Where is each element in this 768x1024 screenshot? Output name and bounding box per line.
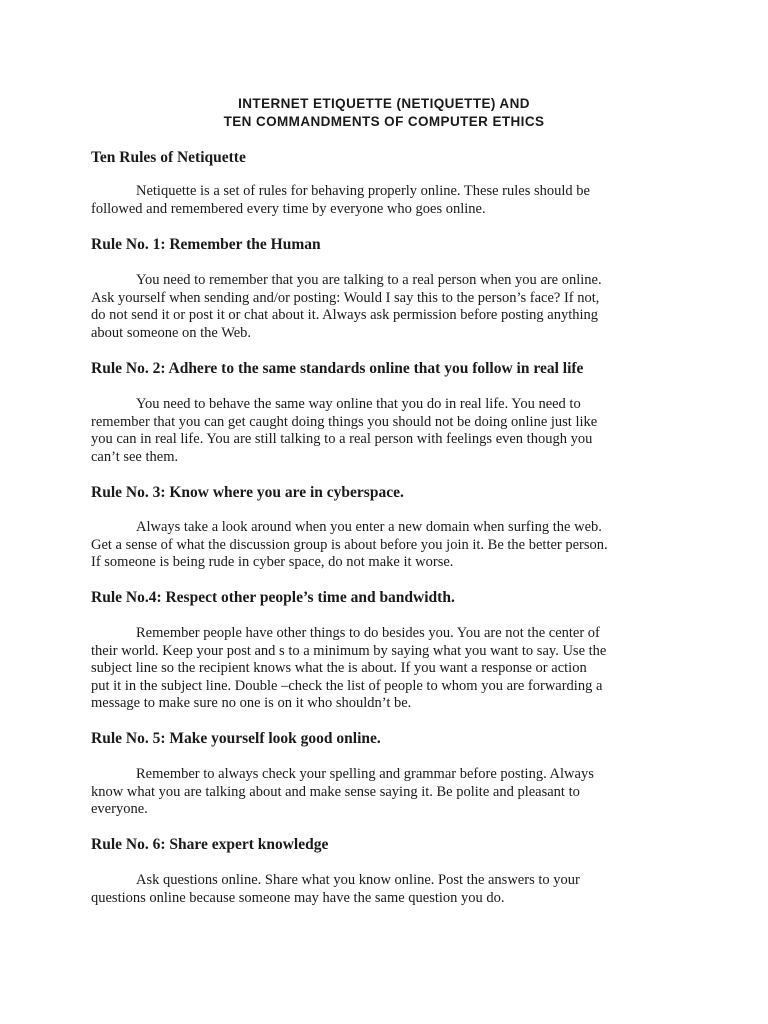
section-paragraph-rule-2 (91, 396, 677, 466)
paragraph-line: Netiquette is a set of rules for behaving properly online. These rules should be (136, 183, 590, 199)
section-heading-rule-5: Rule No. 5: Make yourself look good online. (91, 730, 381, 747)
paragraph-line: Ask questions online. Share what you know online. Post the answers to your (136, 872, 580, 888)
paragraph-line: put it in the subject line. Double –check the list of people to whom you are forwarding a (91, 677, 603, 694)
section-heading-rule-6: Rule No. 6: Share expert knowledge (91, 836, 329, 853)
document-title-line-1: INTERNET ETIQUETTE (NETIQUETTE) AND (238, 96, 530, 111)
section-paragraph-rule-6 (91, 872, 677, 907)
paragraph-line: Get a sense of what the discussion group is about before you join it. Be the better person. (91, 536, 608, 553)
section-heading-rule-4: Rule No.4: Respect other people’s time and bandwidth. (91, 589, 455, 606)
paragraph-line: can’t see them. (91, 448, 179, 465)
paragraph-line: Remember people have other things to do besides you. You are not the center of (136, 625, 600, 641)
section-paragraph-rule-3 (91, 519, 677, 572)
section-paragraph-rule-5 (91, 766, 677, 819)
section-heading-rule-3: Rule No. 3: Know where you are in cyberspace. (91, 484, 404, 501)
document-title-line-2: TEN COMMANDMENTS OF COMPUTER ETHICS (223, 114, 545, 129)
section-heading-rule-1: Rule No. 1: Remember the Human (91, 236, 321, 253)
paragraph-line: You need to remember that you are talking to a real person when you are online. (136, 272, 602, 288)
section-heading-ten-rules: Ten Rules of Netiquette (91, 149, 246, 166)
paragraph-line: Ask yourself when sending and/or posting: Would I say this to the person’s face? If not, (91, 289, 600, 306)
paragraph-line: you can in real life. You are still talking to a real person with feelings even though you (91, 431, 593, 447)
paragraph-line: everyone. (91, 801, 148, 817)
paragraph-line: remember that you can get caught doing things you should not be doing online just like (91, 413, 598, 430)
paragraph-line: If someone is being rude in cyber space, do not make it worse. (91, 554, 454, 570)
section-heading-rule-2: Rule No. 2: Adhere to the same standards online that you follow in real life (91, 360, 584, 377)
section-paragraph-rule-4 (91, 625, 677, 713)
paragraph-line: know what you are talking about and make sense saying it. Be polite and pleasant to (91, 783, 580, 800)
paragraph-line: questions online because someone may have the same question you do. (91, 889, 505, 906)
paragraph-line: Remember to always check your spelling and grammar before posting. Always (136, 766, 594, 782)
section-paragraph-rule-1 (91, 272, 677, 342)
paragraph-line: followed and remembered every time by everyone who goes online. (91, 200, 486, 217)
paragraph-line: subject line so the recipient knows what the is about. If you want a response or action (91, 660, 587, 676)
paragraph-line: Always take a look around when you enter a new domain when surfing the web. (136, 519, 602, 535)
section-paragraph-ten-rules (91, 183, 677, 218)
paragraph-line: do not send it or post it or chat about it. Always ask permission before posting anything (91, 307, 599, 323)
paragraph-line: You need to behave the same way online that you do in real life. You need to (136, 396, 581, 412)
paragraph-line: about someone on the Web. (91, 324, 252, 341)
paragraph-line: message to make sure no one is on it who shouldn’t be. (91, 695, 412, 711)
paragraph-line: their world. Keep your post and s to a minimum by saying what you want to say. Use the (91, 642, 607, 659)
